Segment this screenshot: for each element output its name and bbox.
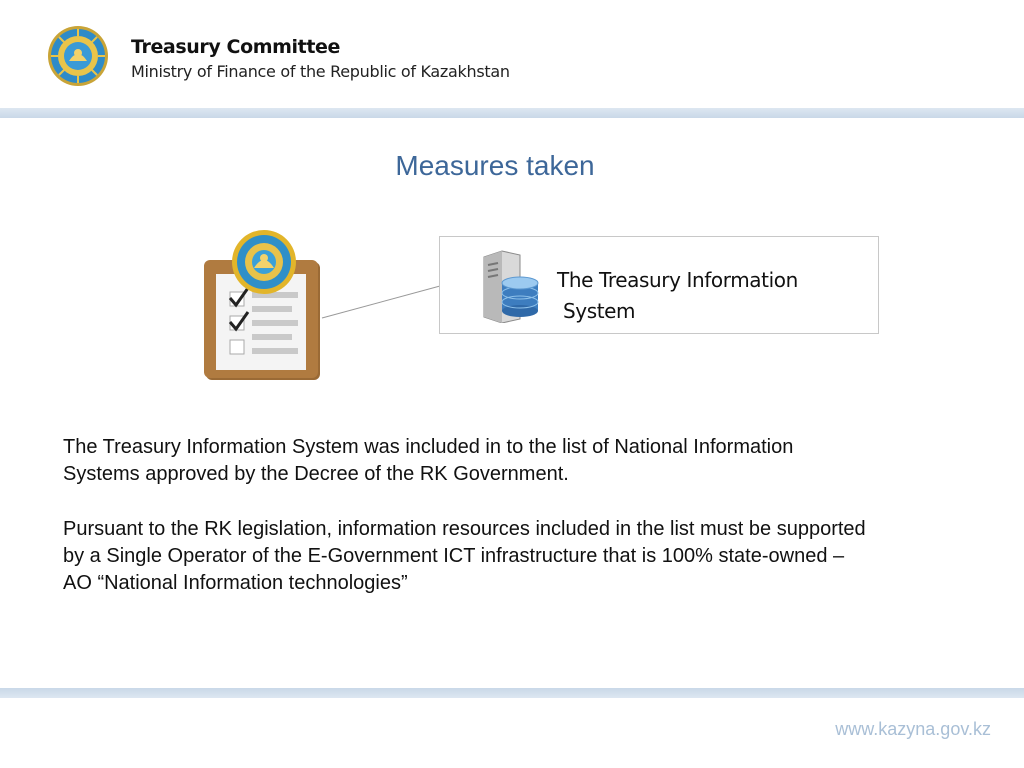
system-box — [439, 236, 879, 334]
state-emblem-icon — [47, 25, 109, 87]
paragraph-2 — [63, 516, 993, 597]
checklist-clipboard-icon — [200, 228, 326, 384]
paragraph-2-line-3: AO “National Information technologies” — [63, 572, 408, 594]
footer-divider-band — [0, 688, 1024, 698]
paragraph-1-line-2: Systems approved by the Decree of the RK Government. — [63, 463, 569, 485]
slide-title-text: Measures taken — [395, 150, 595, 181]
server-database-icon — [480, 249, 542, 323]
org-name: Treasury Committee — [131, 36, 340, 58]
footer-url[interactable]: www.kazyna.gov.kz — [835, 719, 991, 739]
header-divider-band — [0, 108, 1024, 118]
paragraph-1-line-1: The Treasury Information System was included in to the list of National Information — [63, 436, 794, 458]
system-label-line-1: The Treasury Information — [557, 268, 798, 292]
slide-title — [0, 150, 1024, 182]
paragraph-2-line-2: by a Single Operator of the E-Government ICT infrastructure that is 100% state-owned – — [63, 545, 845, 567]
org-subtitle: Ministry of Finance of the Republic of Kazakhstan — [131, 62, 510, 81]
slide-header — [0, 0, 1024, 108]
system-label-line-2: System — [557, 299, 636, 323]
paragraph-2-line-1: Pursuant to the RK legislation, information resources included in the list must be supported — [63, 518, 866, 540]
paragraph-1 — [63, 434, 993, 488]
system-label — [557, 265, 857, 327]
